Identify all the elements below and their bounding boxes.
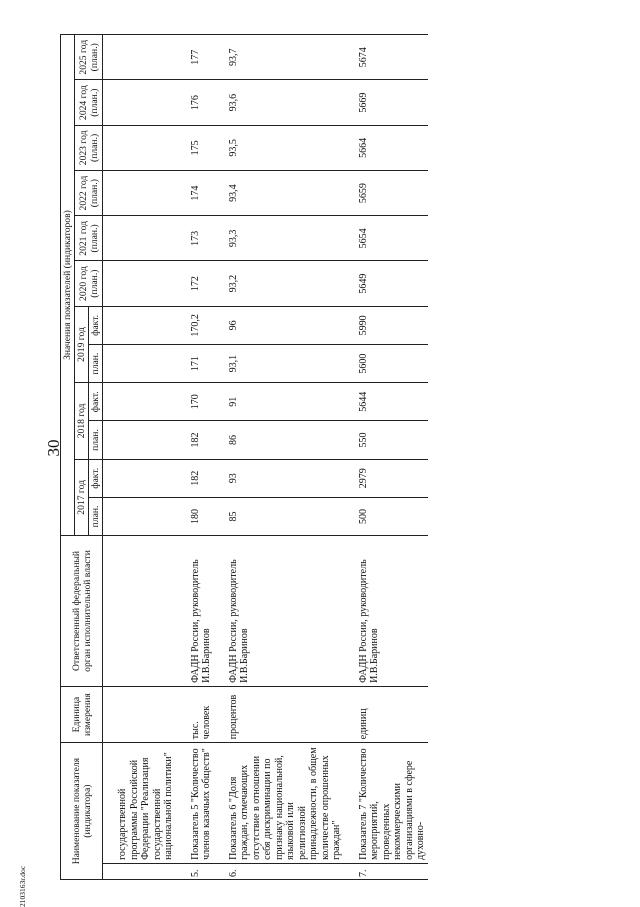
header-2017: 2017 год [75,459,89,535]
header-org: Ответственный федеральный орган исполнительной власти [61,536,103,687]
value-cell: 93,7 [214,35,344,81]
value-cell [103,261,176,306]
value-cell [103,383,176,421]
value-cell: 91 [214,383,344,421]
rotated-table-page [60,20,580,880]
value-cell [103,125,176,170]
value-cell [103,497,176,535]
indicator-name: государственной программы Российской Федерации "Реализация государственной национальной политики" [103,743,176,864]
org-cell: ФАДН России, руководитель И.В.Баринов [344,536,428,687]
header-2025: 2025 год (план.) [75,35,103,81]
header-plan: план. [89,344,103,382]
header-2024: 2024 год (план.) [75,80,103,125]
value-cell [103,35,176,81]
table-row [214,35,344,880]
value-cell: 500 [344,497,428,535]
row-index: 5. [176,863,214,879]
table-row [103,35,176,880]
value-cell: 5659 [344,171,428,216]
header-2023: 2023 год (план.) [75,125,103,170]
value-cell: 170 [176,383,214,421]
unit-cell: тыс. человек [176,686,214,742]
header-2018: 2018 год [75,383,89,459]
indicator-name: Показатель 5 "Количество членов казачьих обществ" [176,743,214,864]
value-cell: 5654 [344,216,428,261]
value-cell: 5600 [344,344,428,382]
value-cell: 93,3 [214,216,344,261]
value-cell: 177 [176,35,214,81]
value-cell: 173 [176,216,214,261]
footer-filename: 2103163r.doc [18,865,27,907]
unit-cell: единиц [344,686,428,742]
value-cell: 182 [176,459,214,497]
header-2020: 2020 год (план.) [75,261,103,306]
header-plan: план. [89,497,103,535]
org-cell: ФАДН России, руководитель И.В.Баринов [176,536,214,687]
value-cell: 93,5 [214,125,344,170]
value-cell: 93,2 [214,261,344,306]
table-body [103,35,428,880]
value-cell [103,344,176,382]
value-cell [103,80,176,125]
value-cell: 86 [214,421,344,459]
value-cell: 5669 [344,80,428,125]
value-cell: 180 [176,497,214,535]
row-index [103,863,176,879]
header-2019: 2019 год [75,306,89,382]
value-cell: 175 [176,125,214,170]
value-cell: 172 [176,261,214,306]
header-2022: 2022 год (план.) [75,171,103,216]
value-cell: 5990 [344,306,428,344]
indicator-name: Показатель 7 "Количество мероприятий, проведенных некоммерческими организациями в сфере духовно- [344,743,428,864]
value-cell: 93,4 [214,171,344,216]
value-cell: 93,1 [214,344,344,382]
row-index: 7. [344,863,428,879]
org-cell [103,536,176,687]
value-cell: 5644 [344,383,428,421]
header-fact: факт. [89,383,103,421]
value-cell: 5649 [344,261,428,306]
value-cell: 171 [176,344,214,382]
indicators-table [60,34,428,880]
value-cell: 93 [214,459,344,497]
value-cell: 174 [176,171,214,216]
header-plan: план. [89,421,103,459]
indicator-name: Показатель 6 "Доля граждан, отмечающих отсутствие в отношении себя дискриминации по признаку национальной, языковой или религиозной принадлежности, в общем количестве опрошенных граждан" [214,743,344,864]
header-fact: факт. [89,459,103,497]
value-cell: 182 [176,421,214,459]
value-cell: 170,2 [176,306,214,344]
unit-cell: процентов [214,686,344,742]
value-cell: 550 [344,421,428,459]
value-cell: 176 [176,80,214,125]
org-cell: ФАДН России, руководитель И.В.Баринов [214,536,344,687]
header-values: Значения показателей (индикаторов) [61,35,75,536]
value-cell: 2979 [344,459,428,497]
value-cell [103,459,176,497]
table-row [176,35,214,880]
header-2021: 2021 год (план.) [75,216,103,261]
value-cell: 85 [214,497,344,535]
value-cell: 5674 [344,35,428,81]
value-cell [103,216,176,261]
header-name: Наименование показателя (индикатора) [61,743,103,880]
table-row [344,35,428,880]
value-cell [103,171,176,216]
value-cell: 93,6 [214,80,344,125]
unit-cell [103,686,176,742]
header-fact: факт. [89,306,103,344]
value-cell [103,421,176,459]
page-number: 30 [44,439,63,457]
value-cell: 5664 [344,125,428,170]
row-index: 6. [214,863,344,879]
header-unit: Единица измерения [61,686,103,742]
value-cell: 96 [214,306,344,344]
value-cell [103,306,176,344]
